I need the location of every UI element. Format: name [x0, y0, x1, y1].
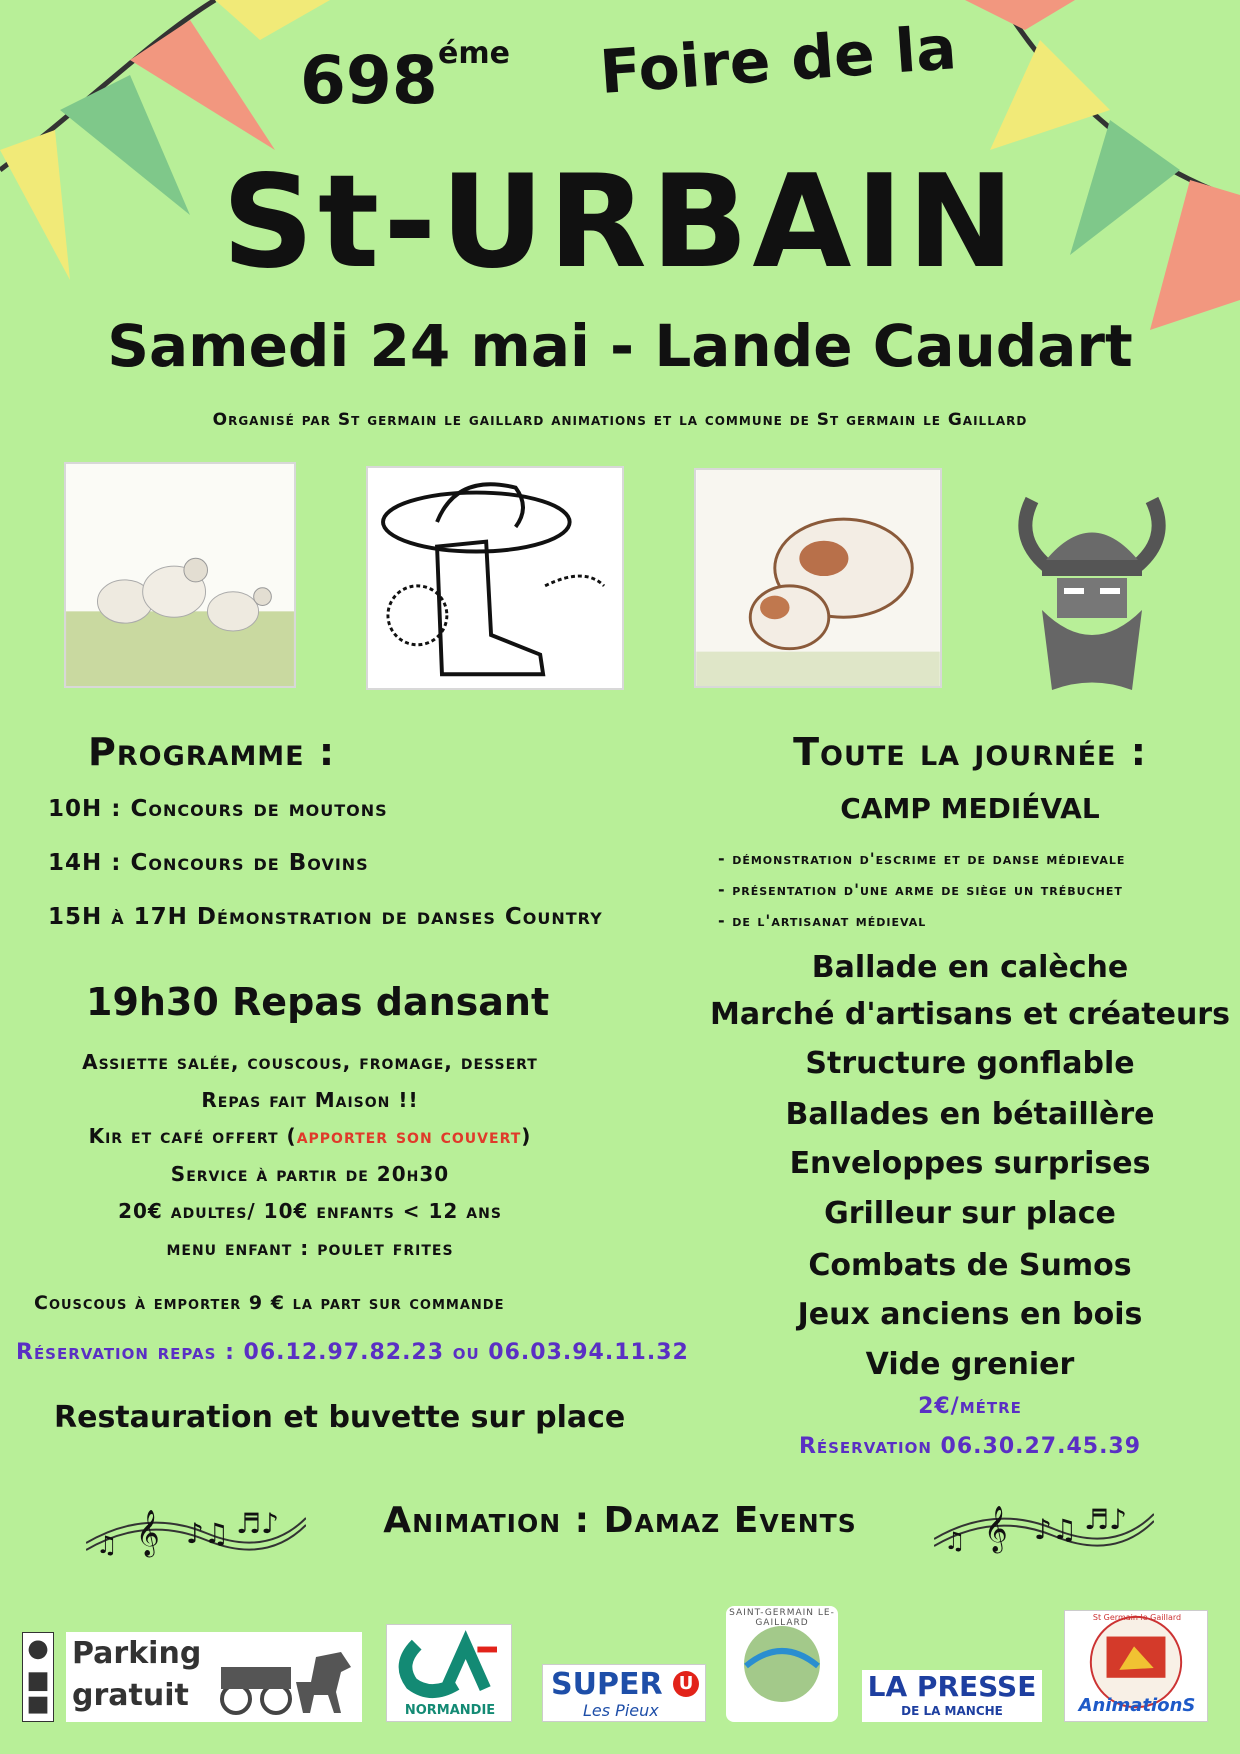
activity-item: Vide grenier — [865, 1347, 1075, 1382]
svg-text:♪♫: ♪♫ — [186, 1517, 229, 1550]
repas-maison: Repas fait Maison !! — [201, 1088, 419, 1112]
edition-number: 698 — [300, 42, 438, 119]
programme-item: 14H : Concours de Bovins — [48, 850, 369, 876]
kir-prefix: Kir et café offert ( — [88, 1124, 297, 1148]
repas-prix: 20€ adultes/ 10€ enfants < 12 ans — [118, 1199, 502, 1223]
parking-line1: Parking — [72, 1636, 202, 1671]
svg-text:𝄞: 𝄞 — [136, 1510, 160, 1556]
parking-line2: gratuit — [72, 1678, 189, 1713]
repas-menu: Assiette salée, couscous, fromage, dessert — [82, 1050, 538, 1074]
camp-item: - démonstration d'escrime et de danse médievale — [718, 849, 1126, 868]
repas-reservation: Réservation repas : 06.12.97.82.23 ou 06.03.94.11.32 — [16, 1340, 689, 1365]
camp-title: CAMP MEDIÉVAL — [840, 792, 1100, 825]
repas-service: Service à partir de 20h30 — [170, 1162, 450, 1186]
activity-item: Marché d'artisans et créateurs — [710, 997, 1230, 1032]
vide-grenier-reservation: Réservation 06.30.27.45.39 — [798, 1434, 1142, 1459]
credit-agricole-logo — [386, 1624, 512, 1722]
animations-name: AnimationS — [1078, 1695, 1196, 1716]
restauration-text: Restauration et buvette sur place — [54, 1400, 626, 1435]
superu-main: SUPER — [551, 1667, 663, 1702]
presse-sub: DE LA MANCHE — [901, 1704, 1003, 1718]
programme-heading: Programme : — [88, 730, 336, 774]
activity-item: Enveloppes surprises — [789, 1146, 1151, 1181]
svg-text:♫: ♫ — [944, 1527, 966, 1555]
superu-sub: Les Pieux — [583, 1701, 659, 1720]
la-presse-logo — [862, 1670, 1042, 1722]
repas-kir — [0, 1124, 620, 1148]
activity-item: Combats de Sumos — [808, 1248, 1132, 1283]
programme-item: 15H à 17H Démonstration de danses Country — [48, 904, 603, 930]
repas-heading: 19h30 Repas dansant — [86, 980, 550, 1024]
activity-item: Jeux anciens en bois — [797, 1297, 1143, 1332]
activity-item: Ballades en bétaillère — [785, 1097, 1155, 1132]
svg-text:♬♪: ♬♪ — [236, 1507, 279, 1540]
date-location: Samedi 24 mai - Lande Caudart — [107, 312, 1133, 380]
svg-text:♫: ♫ — [96, 1531, 118, 1559]
sheep-illustration — [64, 462, 296, 688]
programme-item: 10H : Concours de moutons — [48, 796, 388, 822]
svg-text:𝄞: 𝄞 — [984, 1506, 1008, 1552]
music-notes-icon — [934, 1484, 1154, 1564]
superu-u: U — [673, 1671, 699, 1697]
presse-main: LA PRESSE — [867, 1670, 1037, 1703]
cowboy-boot-illustration — [366, 466, 624, 690]
repas-couscous: Couscous à emporter 9 € la part sur commande — [34, 1292, 505, 1314]
kir-suffix: ) — [521, 1124, 532, 1148]
accessibility-icon — [22, 1632, 54, 1722]
edition-suffix: éme — [438, 36, 510, 71]
camp-item: - de l'artisanat médieval — [718, 911, 927, 930]
cow-calf-illustration — [694, 468, 942, 688]
animation-text: Animation : Damaz Events — [383, 1500, 857, 1541]
super-u-logo — [542, 1664, 706, 1722]
page-title: St-URBAIN — [221, 148, 1019, 297]
title-line1: Foire de la — [597, 13, 959, 108]
ca-name: NORMANDIE — [404, 1703, 496, 1718]
activity-item: Ballade en calèche — [811, 950, 1129, 985]
activity-item: Grilleur sur place — [824, 1196, 1116, 1231]
horse-carriage-icon — [206, 1637, 356, 1717]
viking-icon — [1012, 460, 1172, 698]
camp-item: - présentation d'une arme de siège un trébuchet — [718, 880, 1123, 899]
repas-menu-enfant: menu enfant : poulet frites — [166, 1236, 454, 1260]
journee-heading: Toute la journée : — [793, 730, 1147, 774]
saint-germain-logo — [726, 1606, 838, 1722]
animations-logo — [1064, 1610, 1208, 1722]
activity-item: Structure gonflable — [805, 1046, 1135, 1081]
svg-text:♪♫: ♪♫ — [1034, 1513, 1077, 1546]
kir-highlight: apporter son couvert — [296, 1124, 522, 1148]
saint-germain-name: SAINT-GERMAIN LE-GAILLARD — [729, 1608, 835, 1628]
parking-gratuit-logo — [66, 1632, 362, 1722]
organiser-text: Organisé par St germain le gaillard animations et la commune de St germain le Gaillard — [212, 410, 1028, 430]
svg-text:♬♪: ♬♪ — [1084, 1503, 1127, 1536]
vide-grenier-price: 2€/métre — [918, 1394, 1022, 1419]
animations-top: St Germain le Gaillard — [1092, 1613, 1182, 1622]
